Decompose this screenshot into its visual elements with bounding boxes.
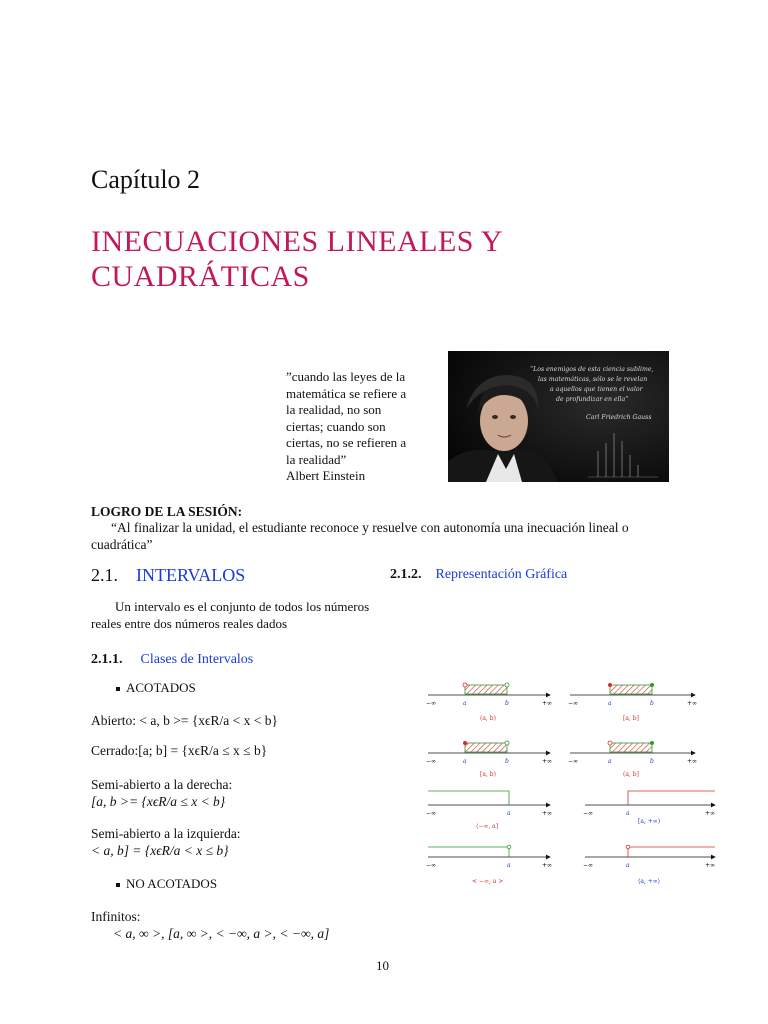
interval-graph-open: [426, 683, 552, 722]
a-label: a: [608, 700, 612, 707]
no-acotados-label: NO ACOTADOS: [126, 876, 218, 891]
epigraph-line: la realidad”: [286, 451, 347, 467]
section-number: 2.1.2.: [390, 567, 422, 582]
abierto-definition: Abierto: < a, b >= {xϵR/a < x < b}: [91, 713, 278, 728]
pos-inf-label: +∞: [542, 810, 553, 817]
a-label: a: [507, 862, 511, 869]
no-acotados-bullet: [116, 876, 217, 892]
infinitos-expression: < a, ∞ >, [a, ∞ >, < −∞, a >, < −∞, a]: [113, 926, 330, 941]
b-label: b: [650, 700, 654, 707]
a-label: a: [626, 862, 630, 869]
b-label: b: [505, 700, 509, 707]
acotados-bullet: [116, 680, 196, 696]
semi-derecha-label: Semi-abierto a la derecha:: [91, 777, 233, 792]
neg-inf-label: −∞: [583, 862, 594, 869]
a-label: a: [463, 700, 467, 707]
epigraph: [286, 369, 431, 485]
pos-inf-label: +∞: [542, 862, 553, 869]
neg-inf-label: −∞: [426, 758, 437, 765]
epigraph-line: matemática se refiere a: [286, 385, 407, 401]
interval-caption: (a, b): [480, 715, 496, 722]
interval-caption: [a, b): [480, 771, 496, 778]
epigraph-author: Albert Einstein: [286, 468, 366, 483]
pos-inf-label: +∞: [687, 758, 698, 765]
interval-caption: < −∞, a >: [472, 878, 504, 885]
neg-inf-label: −∞: [426, 810, 437, 817]
interval-graph-left-closed: [426, 791, 552, 830]
portrait-signature: Carl Friedrich Gauss: [586, 414, 652, 421]
intro-paragraph: Un intervalo es el conjunto de todos los números reales entre dos números reales dados: [91, 599, 370, 631]
neg-inf-label: −∞: [583, 810, 594, 817]
portrait-quote-line: a aquellos que tienen el valor: [550, 386, 643, 393]
interval-graph-closed: [568, 683, 697, 722]
interval-caption: (a, b]: [623, 771, 639, 778]
section-number: 2.1.1.: [91, 652, 123, 667]
chapter-label: Capítulo 2: [91, 165, 201, 194]
interval-graph-semi-left: [568, 741, 697, 778]
a-label: a: [608, 758, 612, 765]
section-title: Clases de Intervalos: [140, 652, 254, 667]
interval-graph-right-closed: [583, 791, 715, 825]
portrait-quote-line: las matemáticas, sólo se le revelan: [538, 376, 648, 383]
interval-graph-right-open: [583, 845, 715, 885]
interval-caption: ⟨−∞, a]: [476, 823, 499, 830]
bullet-marker: [116, 687, 120, 691]
chapter-title: [91, 224, 503, 294]
semi-derecha-expression: [a, b >= {xϵR/a ≤ x < b}: [91, 794, 226, 809]
pos-inf-label: +∞: [542, 700, 553, 707]
section-title: Representación Gráfica: [435, 567, 568, 582]
semi-izquierda-label: Semi-abierto a la izquierda:: [91, 826, 241, 841]
section-2-1-heading: [91, 565, 245, 586]
pos-inf-label: +∞: [705, 862, 716, 869]
neg-inf-label: −∞: [426, 700, 437, 707]
logro-text: “Al finalizar la unidad, el estudiante reconoce y resuelve con autonomía una inecuación lineal o cuadrática”: [91, 520, 629, 552]
section-2-1-2-heading: [390, 567, 567, 583]
pos-inf-label: +∞: [687, 700, 698, 707]
portrait-quote-line: “Los enemigos de esta ciencia sublime,: [530, 366, 654, 373]
cerrado-definition: Cerrado:[a; b] = {xϵR/a ≤ x ≤ b}: [91, 743, 268, 758]
a-label: a: [626, 810, 630, 817]
bullet-marker: [116, 883, 120, 887]
a-label: a: [463, 758, 467, 765]
interval-caption: [a, +∞): [638, 818, 661, 825]
interval-graph-left-open: [426, 845, 552, 885]
epigraph-line: ciertas; cuando son: [286, 418, 386, 434]
interval-caption: ⟨a, +∞⟩: [638, 878, 661, 885]
b-label: b: [505, 758, 509, 765]
epigraph-line: ciertas, no se refieren a: [286, 435, 407, 450]
chapter-title-line-2: CUADRÁTICAS: [91, 260, 310, 293]
epigraph-line: ”cuando las leyes de la: [286, 369, 406, 384]
portrait-quote-line: de profundizar en ella”: [556, 396, 629, 403]
section-2-1-1-heading: [91, 652, 253, 668]
semi-izquierda-expression: < a, b] = {xϵR/a < x ≤ b}: [91, 843, 229, 858]
neg-inf-label: −∞: [426, 862, 437, 869]
page-number: 10: [376, 958, 389, 973]
section-number: 2.1.: [91, 565, 118, 585]
infinitos-label: Infinitos:: [91, 909, 141, 924]
neg-inf-label: −∞: [568, 700, 579, 707]
b-label: b: [650, 758, 654, 765]
epigraph-line: la realidad, no son: [286, 402, 382, 417]
interval-graph-semi-right: [426, 741, 552, 778]
acotados-label: ACOTADOS: [126, 680, 196, 695]
a-label: a: [507, 810, 511, 817]
interval-caption: [a, b]: [623, 715, 639, 722]
section-title: INTERVALOS: [136, 565, 246, 585]
logro-heading: LOGRO DE LA SESIÓN:: [91, 504, 243, 519]
interval-graphs: [420, 678, 720, 893]
pos-inf-label: +∞: [542, 758, 553, 765]
gauss-portrait-image: [448, 351, 669, 482]
neg-inf-label: −∞: [568, 758, 579, 765]
chapter-title-line-1: INECUACIONES LINEALES Y: [91, 225, 504, 258]
pos-inf-label: +∞: [705, 810, 716, 817]
